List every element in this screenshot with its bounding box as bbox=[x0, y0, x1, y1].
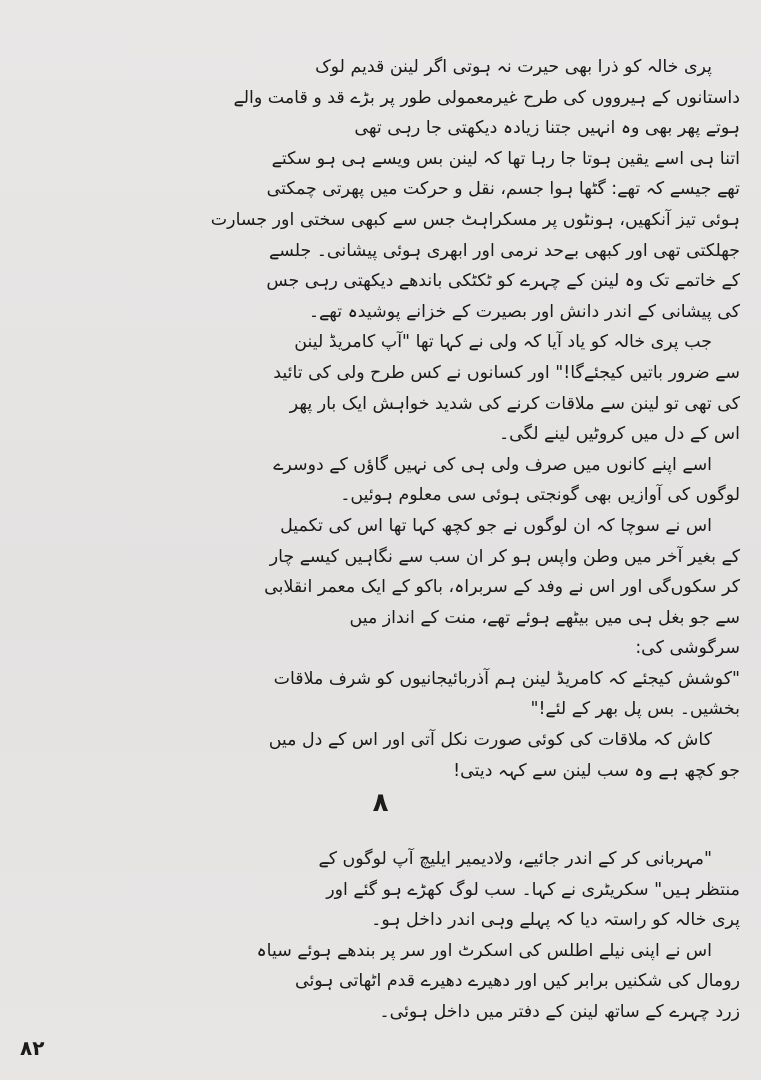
text-line: رومال کی شکنیں برابر کیں اور دھیرے دھیرے قدم اٹھاتی ہوئی bbox=[294, 971, 740, 992]
page-number: ٨٢ bbox=[20, 1036, 45, 1060]
text-line: جب پری خالہ کو یاد آیا کہ ولی نے کہا تھا "آپ کامریڈ لینن bbox=[294, 332, 712, 353]
text-line: پری خالہ کو ذرا بھی حیرت نہ ہوتی اگر لینن قدیم لوک bbox=[315, 57, 712, 77]
text-line: سے ضرور باتیں کیجئےگا!" اور کسانوں نے کس طرح ولی کی تائید bbox=[273, 362, 740, 383]
text-line: سے جو بغل ہی میں بیٹھے ہوئے تھے، منت کے انداز میں bbox=[349, 607, 740, 628]
text-line: اس نے اپنی نیلے اطلس کی اسکرٹ اور سر پر بندھے ہوئے سیاہ bbox=[256, 940, 712, 961]
text-line: سرگوشی کی: bbox=[635, 638, 740, 659]
text-line: اتنا ہی اسے یقین ہوتا جا رہا تھا کہ لینن بس ویسے ہی ہو سکتے bbox=[271, 148, 740, 169]
body-text-section-2 bbox=[22, 844, 740, 1028]
text-line: اسے اپنے کانوں میں صرف ولی ہی کی نہیں گاؤں کے دوسرے bbox=[273, 454, 712, 475]
text-line: "کوشش کیجئے کہ کامریڈ لینن ہم آذربائیجانیوں کو شرف ملاقات bbox=[273, 668, 740, 689]
text-line: کی پیشانی کے اندر دانش اور بصیرت کے خزانے پوشیدہ تھے۔ bbox=[308, 301, 740, 322]
text-line: ہوتے پھر بھی وہ انہیں جتنا زیادہ دیکھتی جا رہی تھی bbox=[354, 118, 740, 139]
text-line: منتظر ہیں" سکریٹری نے کہا۔ سب لوگ کھڑے ہو گئے اور bbox=[326, 879, 740, 900]
text-line: زرد چہرے کے ساتھ لینن کے دفتر میں داخل ہوئی۔ bbox=[379, 1001, 740, 1022]
text-line: اس نے سوچا کہ ان لوگوں نے جو کچھ کہا تھا اس کی تکمیل bbox=[280, 515, 712, 536]
text-line: اس کے دل میں کروٹیں لینے لگی۔ bbox=[498, 424, 740, 445]
text-line: تھے جیسے کہ تھے: گٹھا ہوا جسم، نقل و حرکت میں پھرتی چمکتی bbox=[266, 179, 740, 200]
text-line: کی تھی تو لینن سے ملاقات کرنے کی شدید خواہش ایک بار پھر bbox=[289, 393, 740, 414]
text-line: کاش کہ ملاقات کی کوئی صورت نکل آتی اور اس کے دل میں bbox=[268, 730, 712, 751]
text-line: لوگوں کی آوازیں بھی گونجتی ہوئی سی معلوم ہوئیں۔ bbox=[340, 485, 740, 506]
chapter-number: ٨ bbox=[372, 788, 389, 818]
text-line: جھلکتی تھی اور کبھی بےحد نرمی اور ابھری ہوئی پیشانی۔ جلسے bbox=[269, 240, 740, 261]
text-line: ہوئی تیز آنکھیں، ہونٹوں پر مسکراہٹ جس سے کبھی سختی اور جسارت bbox=[210, 209, 740, 230]
text-line: "مہربانی کر کے اندر جائیے، ولادیمیر ایلیچ آپ لوگوں کے bbox=[318, 849, 712, 869]
body-text-section-1 bbox=[22, 52, 740, 786]
text-line: بخشیں۔ بس پل بھر کے لئے!" bbox=[530, 699, 740, 720]
text-line: کے خاتمے تک وہ لینن کے چہرے کو ٹکٹکی باندھے دیکھتی رہی جس bbox=[266, 271, 740, 292]
text-line: جو کچھ ہے وہ سب لینن سے کہہ دیتی! bbox=[453, 760, 740, 781]
text-line: پری خالہ کو راستہ دیا کہ پہلے وہی اندر داخل ہو۔ bbox=[371, 910, 740, 931]
text-line: داستانوں کے ہیرووں کی طرح غیرمعمولی طور پر بڑے قد و قامت والے bbox=[233, 87, 740, 108]
text-line: کر سکوں‌گی اور اس نے وفد کے سربراہ، باکو کے ایک معمر انقلابی bbox=[264, 577, 740, 598]
text-line: کے بغیر آخر میں وطن واپس ہو کر ان سب سے نگاہیں کیسے چار bbox=[269, 546, 740, 567]
